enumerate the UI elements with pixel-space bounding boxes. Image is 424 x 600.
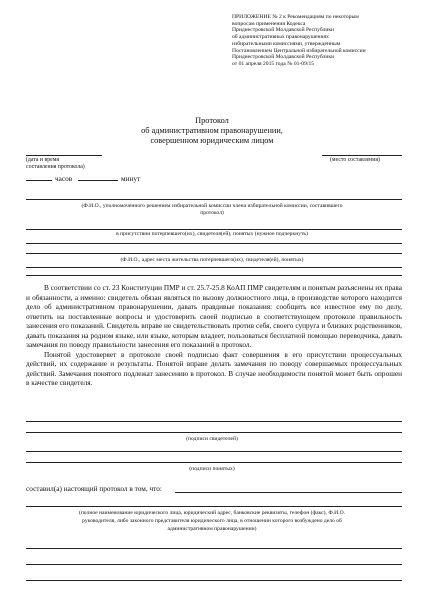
appendix-line: Приднестровской Молдавской Республики [232, 54, 335, 61]
document-title [0, 116, 424, 145]
appendix-line: Приднестровской Молдавской Республики [232, 27, 335, 34]
legal-entity-line-3[interactable] [26, 564, 402, 565]
persons-caption: (Ф.И.О., адрес места жительства потерпевшего(их), свидетеля(ей), понятых) [120, 257, 304, 263]
legal-entity-line-1[interactable] [26, 506, 402, 507]
official-caption-2: протокол) [200, 210, 224, 216]
hours-field-line[interactable] [26, 180, 52, 181]
legal-entity-caption-2: руководителя, либо законного представителя юридического лица, в отношении которого возбуждено дело об [82, 518, 342, 524]
presence-line-2[interactable] [26, 243, 402, 244]
legal-entity-caption-3: административном правонарушении) [167, 526, 257, 532]
presence-caption: в присутствии потерпевшего(их), свидетеля(ей), понятых (нужное подчеркнуть) [116, 231, 308, 237]
appendix-line: об административных правонарушениях [232, 34, 329, 41]
place-label: (место составления) [330, 157, 380, 163]
title-line-2: об административном правонарушении, [141, 125, 283, 135]
legal-entity-line-4[interactable] [26, 580, 402, 581]
witness-signature-line-2[interactable] [26, 432, 402, 433]
title-line-3: совершенном юридическим лицом [150, 135, 274, 145]
appendix-line: от 01 апреля 2015 года № 01-09/15 [232, 60, 315, 67]
date-label: (дата и время составления протокола) [26, 157, 85, 170]
appendix-line: вопросам применения Кодекса [232, 20, 306, 27]
legal-entity-caption-1: (полное наименование юридического лица, юридический адрес, банковские реквизиты, телефон (факс), Ф.И.О. [78, 510, 346, 516]
title-line-1: Протокол [195, 116, 229, 125]
witness-signatures-caption: (подписи свидетелей) [186, 436, 238, 442]
attesting-signature-line-2[interactable] [26, 462, 402, 463]
rights-explanation [26, 283, 402, 388]
appendix-line: ПРИЛОЖЕНИЕ № 2 к Рекомендациям по некоторым [232, 14, 359, 20]
attesting-signatures-caption: (подписи понятых) [189, 466, 235, 472]
paragraph-witness-rights: В соответствии со ст. 23 Конституции ПМР и ст. 25.7-25.8 КоАП ПМР свидетелям и понятым разъяснены их права и обязанности, а именно: свидетель обязан являться по вызову должностного лица, в производстве которого находится дело об административном правонарушении, давать правдивые показания: сообщить все известное ему по делу, ответить на поставленные вопросы и удостоверить своей подписью в соответствующем протоколе правильность занесения его показаний. Свидетель вправе не свидетельствовать против себя, своего супруга и близких родственников, давать показания на родном языке, или языке, которым владеет, пользоваться бесплатной помощью переводчика, давать замечания по поводу правильности занесения его показаний в протокол. [26, 283, 402, 349]
compiled-statement: составил(а) настоящий протокол в том, что: [26, 484, 162, 493]
hours-label: часов [55, 174, 73, 183]
paragraph-attesting-witness: Понятой удостоверяет в протоколе своей подписью факт совершения в его присутствии процессуальных действий, их содержание и результаты. Понятой вправе делать замечания по поводу совершаемых процессуальных действий. Замечания понятого подлежат занесению в протокол. В случае необходимости понятой может быть опрошен в качестве свидетеля. [26, 349, 402, 387]
legal-entity-line-2[interactable] [26, 548, 402, 549]
appendix-line: избирательными комиссиями, утвержденным [232, 40, 341, 47]
persons-line-2[interactable] [26, 267, 402, 268]
attesting-signature-line-1[interactable] [26, 451, 402, 452]
persons-line-1[interactable] [26, 253, 402, 254]
presence-line-1[interactable] [26, 229, 402, 230]
witness-signature-line-1[interactable] [26, 421, 402, 422]
appendix-note [232, 14, 422, 68]
minutes-label: минут [121, 174, 141, 183]
persons-line-3[interactable] [26, 275, 402, 276]
appendix-line: Постановлением Центральной избирательной комиссии [232, 47, 366, 54]
date-field-line[interactable] [26, 155, 102, 156]
official-name-line[interactable] [26, 199, 402, 200]
official-caption: (Ф.И.О., уполномоченного решением избирательной комиссии члена избирательной комиссии, составившего [81, 203, 343, 209]
place-field-line[interactable] [322, 155, 402, 156]
minutes-field-line[interactable] [78, 180, 118, 181]
compiled-line[interactable] [175, 492, 402, 493]
